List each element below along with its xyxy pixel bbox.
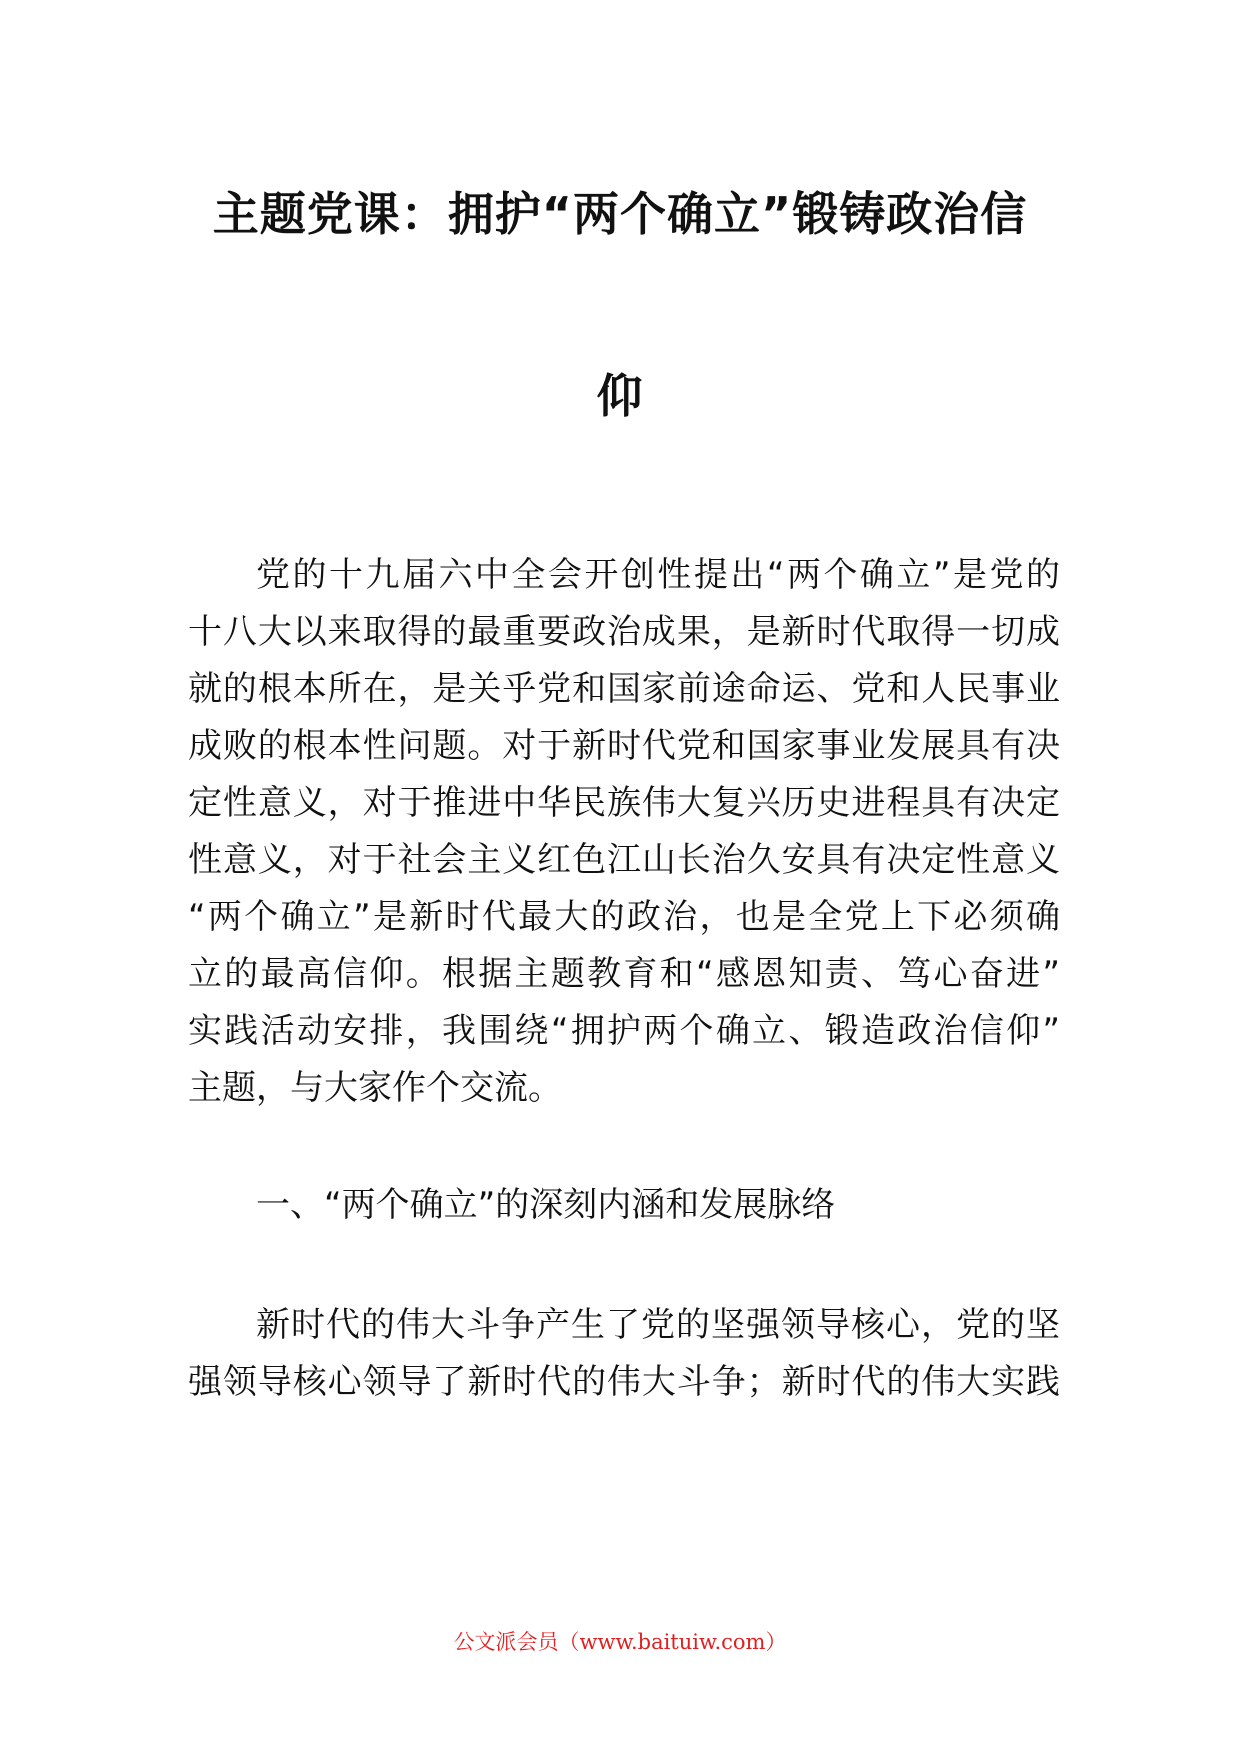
paragraph-line: 实践活动安排，我围绕“拥护两个确立、锻造政治信仰” — [188, 1011, 1060, 1051]
document-title-line-1: 主题党课：拥护“两个确立”锻铸政治信 — [212, 187, 1028, 241]
paragraph-line: 强领导核心领导了新时代的伟大斗争；新时代的伟大实践 — [188, 1362, 1060, 1402]
paragraph-line: 新时代的伟大斗争产生了党的坚强领导核心，党的坚 — [256, 1305, 1060, 1345]
paragraph-line: 主题，与大家作个交流。 — [188, 1068, 562, 1108]
document-title-line-2: 仰 — [596, 369, 644, 423]
footer-watermark: 公文派会员（www.baituiw.com） — [453, 1630, 787, 1654]
paragraph-line: 就的根本所在，是关乎党和国家前途命运、党和人民事业 — [188, 669, 1060, 709]
paragraph-line: 性意义，对于社会主义红色江山长治久安具有决定性意义 — [188, 840, 1060, 880]
paragraph-line: 成败的根本性问题。对于新时代党和国家事业发展具有决 — [188, 726, 1060, 766]
paragraph-line: 党的十九届六中全会开创性提出“两个确立”是党的 — [256, 555, 1060, 595]
paragraph-line: 十八大以来取得的最重要政治成果，是新时代取得一切成 — [188, 612, 1060, 652]
paragraph-line: “两个确立”是新时代最大的政治，也是全党上下必须确 — [188, 897, 1060, 937]
paragraph-line: 定性意义，对于推进中华民族伟大复兴历史进程具有决定 — [188, 783, 1060, 823]
section-heading: 一、“两个确立”的深刻内涵和发展脉络 — [256, 1185, 836, 1225]
paragraph-line: 立的最高信仰。根据主题教育和“感恩知责、笃心奋进” — [188, 954, 1060, 994]
